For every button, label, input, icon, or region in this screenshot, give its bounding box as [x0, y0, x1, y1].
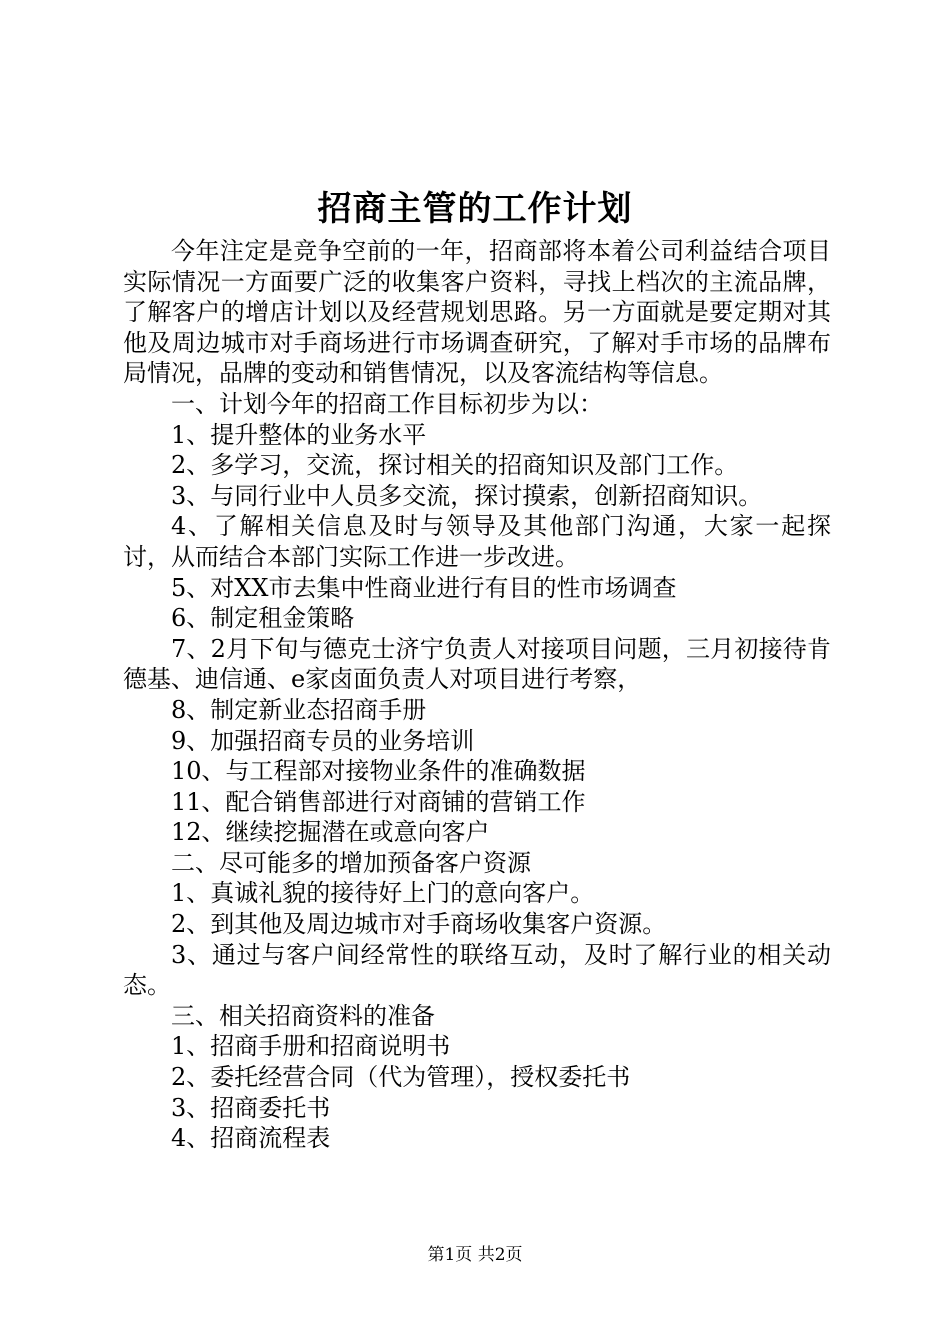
list-item: 3、招商委托书 — [171, 1093, 331, 1122]
list-item: 3、与同行业中人员多交流，探讨摸索，创新招商知识。 — [171, 481, 763, 510]
list-item: 2、多学习，交流，探讨相关的招商知识及部门工作。 — [171, 451, 739, 480]
list-item: 2、到其他及周边城市对手商场收集客户资源。 — [171, 910, 667, 939]
list-item: 1、真诚礼貌的接待好上门的意向客户。 — [171, 879, 595, 908]
list-item: 1、招商手册和招商说明书 — [171, 1032, 451, 1061]
section-heading-2: 二、尽可能多的增加预备客户资源 — [171, 848, 531, 877]
list-item: 2、委托经营合同（代为管理），授权委托书 — [171, 1063, 631, 1092]
list-item: 1、提升整体的业务水平 — [171, 420, 427, 449]
document-title: 招商主管的工作计划 — [317, 189, 633, 229]
list-item: 8、制定新业态招商手册 — [171, 695, 427, 724]
list-item: 10、与工程部对接物业条件的准确数据 — [171, 757, 586, 786]
list-item: 4、招商流程表 — [171, 1124, 331, 1153]
list-item: 12、继续挖掘潜在或意向客户 — [171, 818, 490, 847]
section-heading-1: 一、计划今年的招商工作目标初步为以： — [171, 389, 603, 418]
paragraph-intro: 今年注定是竞争空前的一年，招商部将本着公司利益结合项目实际情况一方面要广泛的收集客户资料，寻找上档次的主流品牌，了解客户的增店计划以及经营规划思路。另一方面就是要定期对其他及周边城市对手商场进行市场调查研究，了解对手市场的品牌布局情况，品牌的变动和销售情况，以及客流结构等信息。 — [123, 237, 831, 388]
list-item: 3、通过与客户间经常性的联络互动，及时了解行业的相关动态。 — [123, 940, 831, 1000]
section-heading-3: 三、相关招商资料的准备 — [171, 1001, 435, 1030]
list-item: 11、配合销售部进行对商铺的营销工作 — [171, 787, 586, 816]
list-item: 5、对XX市去集中性商业进行有目的性市场调查 — [171, 573, 677, 602]
document-body — [123, 236, 831, 1154]
page-footer: 第1页 共2页 — [427, 1245, 523, 1265]
list-item: 7、2月下旬与德克士济宁负责人对接项目问题，三月初接待肯德基、迪信通、e家卤面负责人对项目进行考察， — [123, 634, 831, 694]
list-item: 6、制定租金策略 — [171, 604, 355, 633]
list-item: 4、了解相关信息及时与领导及其他部门沟通，大家一起探讨，从而结合本部门实际工作进一步改进。 — [123, 512, 831, 571]
list-item: 9、加强招商专员的业务培训 — [171, 726, 475, 755]
